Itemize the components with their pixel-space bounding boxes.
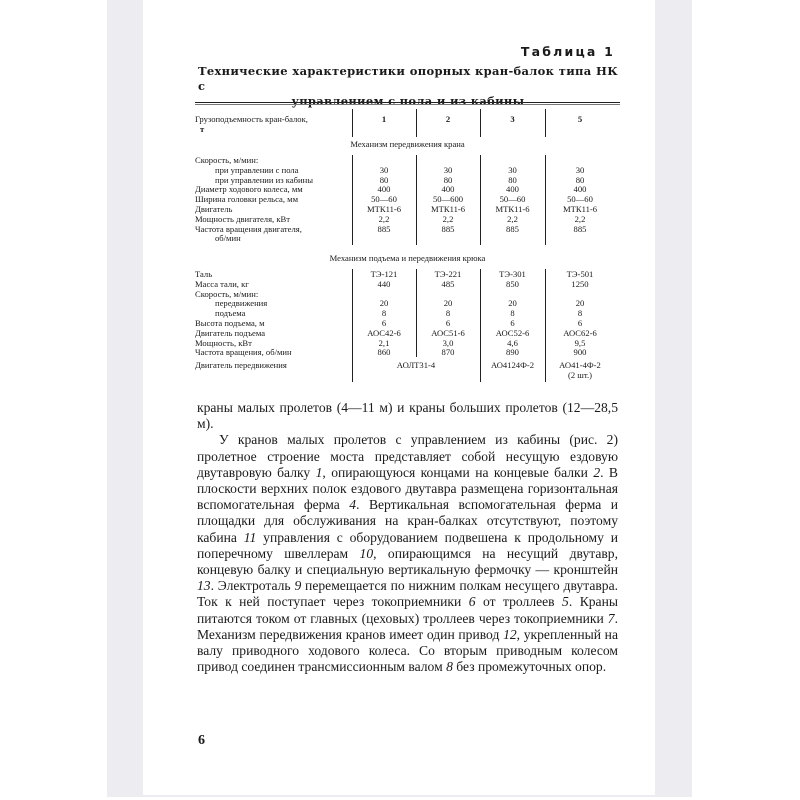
text-run: У кранов малых пролетов с управлением из кабины (рис. 2) пролетное строение моста представляет собой несущую ездовую двутавровую балку: [197, 432, 618, 480]
row-value: 885: [573, 223, 587, 234]
row-value: 80: [443, 174, 453, 185]
page-number: 6: [198, 733, 205, 748]
figure-reference: 1: [315, 464, 323, 480]
row-value: 6: [577, 318, 583, 328]
text-run: , опирающимся на несущий двутавр, концевую балку и специальную вертикальную фермочку — кронштейн: [197, 545, 618, 578]
text-run: . Механизм передвижения кранов имеет один привод: [197, 610, 618, 642]
row-label: Ширина головки рельса, мм: [195, 194, 299, 205]
text-run: управления с оборудованием подвешена к продольному и поперечному швеллерам: [197, 529, 618, 561]
row-value: 8: [381, 308, 387, 319]
header-capacity: 3: [510, 114, 515, 124]
row-label: подъема: [215, 308, 246, 319]
row-value: МТК11-6: [430, 204, 466, 214]
row-value: 80: [575, 174, 585, 185]
row-label: Скорость, м/мин:: [195, 288, 259, 299]
row-label: передвижения: [215, 298, 268, 309]
body-text: [197, 400, 618, 675]
row-value: 890: [506, 347, 519, 358]
row-value: МТК11-6: [562, 204, 598, 214]
row-label: Диаметр ходового колеса, мм: [195, 184, 303, 195]
row-value: ТЭ-221: [434, 269, 462, 279]
paragraph: краны малых пролетов (4—11 м) и краны больших пролетов (12—28,5 м).: [197, 400, 618, 432]
figure-reference: 2: [593, 464, 601, 480]
figure-reference: 5: [562, 594, 569, 610]
paragraph: [197, 432, 618, 675]
row-value: 20: [508, 298, 517, 309]
table-number: Таблица 1: [520, 44, 615, 59]
row-value: АОС51-6: [431, 327, 465, 338]
text-run: . Вертикальная вспомогательная ферма и площадки для обслуживания на кран-балках отсутствуют, поэтому кабина: [197, 497, 618, 545]
row-value: 30: [379, 164, 389, 175]
figure-reference: 4: [349, 497, 357, 513]
row-value: 1250: [571, 278, 589, 289]
row-value: 400: [506, 184, 519, 195]
drive-motor-merged: АОЛТ31-4: [396, 360, 436, 370]
header-capacity: 5: [577, 114, 583, 124]
row-label: Скорость, м/мин:: [195, 155, 259, 165]
drive-motor-col3: АО4124Ф-2: [490, 360, 535, 370]
row-value: 885: [441, 223, 455, 234]
row-value: 900: [573, 347, 587, 358]
row-value: 860: [377, 347, 391, 358]
row-value: 2,2: [507, 213, 518, 224]
text-run: , укрепленный на валу приводного ходового колеса. Со вторым приводным колесом привод соединен трансмиссионным валом: [197, 626, 618, 675]
row-label: Таль: [195, 269, 213, 279]
row-label: Масса тали, кг: [195, 278, 249, 289]
row-value: 9,5: [574, 337, 586, 348]
row-value: 8: [577, 308, 583, 319]
text-run: . В плоскости верхних полок ездового двутавра размещена горизонтальная вспомогательная ферма: [197, 464, 618, 513]
figure-reference: 13: [197, 578, 211, 594]
row-value: 8: [445, 308, 451, 319]
figure-reference: 9: [294, 578, 302, 594]
row-label: при управлении из кабины: [215, 174, 313, 185]
row-value: 3,0: [442, 337, 454, 348]
row-value: 400: [441, 184, 455, 195]
row-value: 440: [377, 278, 391, 289]
table-top-rule: [195, 102, 620, 103]
table-top-rule-thin: [195, 104, 620, 105]
figure-reference: 11: [243, 529, 257, 545]
row-value: 50—60: [371, 194, 397, 205]
row-value: 870: [441, 347, 455, 358]
row-value: 6: [381, 318, 387, 328]
figure-reference: 6: [468, 594, 476, 610]
drive-motor-label: Двигатель передвижения: [195, 360, 287, 370]
row-value: ТЭ-121: [370, 269, 398, 279]
figure-reference: 8: [446, 659, 453, 675]
row-value: 2,1: [378, 337, 390, 348]
row-label: Мощность, кВт: [195, 337, 252, 348]
row-value: АОС62-6: [563, 327, 597, 338]
row-label: Частота вращения двигателя,: [195, 223, 302, 234]
text-run: перемещается по нижним полкам несущего двутавра. Ток к ней поступает через токоприемники: [197, 578, 618, 610]
text-run: , опирающуюся концами на концевые балки: [322, 464, 594, 480]
document-page: [143, 0, 655, 795]
drive-motor-col4-qty: (2 шт.): [567, 370, 593, 380]
row-value: АОС52-6: [495, 327, 530, 338]
row-value: 50—60: [567, 194, 593, 205]
row-value: 485: [441, 278, 455, 289]
section-title-crane-travel: Механизм передвижения крана: [350, 139, 465, 149]
specs-table: [195, 102, 620, 382]
text-run: . Краны питаются током от главных (цеховых) троллеев через токоприемники: [197, 594, 618, 626]
row-label: Двигатель: [195, 204, 233, 214]
row-label: об/мин: [215, 233, 241, 244]
row-value: 6: [445, 318, 451, 328]
row-value: 2,2: [442, 213, 454, 224]
row-value: 6: [510, 318, 515, 328]
row-value: 850: [506, 278, 519, 289]
header-label-unit: т: [200, 124, 205, 134]
row-value: МТК11-6: [495, 204, 530, 214]
row-value: 8: [510, 308, 515, 319]
section-title-hook-mechanism: Механизм подъема и передвижения крюка: [329, 253, 486, 263]
figure-reference: 12: [503, 626, 517, 642]
text-run: от троллеев: [475, 594, 563, 610]
row-value: 20: [575, 298, 585, 309]
table-title-line1: Технические характеристики опорных кран-балок типа НК с: [198, 64, 618, 93]
drive-motor-col4: АО41-4Ф-2: [559, 360, 601, 370]
row-value: 30: [508, 164, 517, 175]
figure-reference: 7: [607, 610, 615, 626]
row-value: 400: [573, 184, 587, 195]
row-label: Высота подъема, м: [195, 318, 265, 328]
row-label: Мощность двигателя, кВт: [195, 213, 291, 224]
row-value: 30: [443, 164, 453, 175]
row-value: АОС42-6: [367, 327, 401, 338]
text-run: без промежуточных опор.: [452, 659, 607, 675]
row-value: 400: [377, 184, 391, 195]
header-capacity: 2: [445, 114, 451, 124]
row-label: Частота вращения, об/мин: [195, 347, 292, 358]
row-value: ТЭ-301: [499, 269, 526, 279]
row-value: 2,2: [378, 213, 390, 224]
text-run: . Электроталь: [210, 578, 295, 594]
row-value: 30: [575, 164, 585, 175]
row-value: 80: [508, 174, 517, 185]
row-value: 20: [443, 298, 453, 309]
row-value: 885: [506, 223, 519, 234]
table-title-line2: управлением с пола и из кабины: [291, 94, 525, 108]
row-label: при управлении с пола: [215, 164, 299, 175]
row-value: 20: [379, 298, 389, 309]
row-value: 50—600: [432, 194, 464, 205]
header-capacity: 1: [381, 114, 387, 124]
row-label: Двигатель подъема: [195, 327, 266, 338]
row-value: 4,6: [507, 337, 518, 348]
row-value: ТЭ-501: [566, 269, 594, 279]
row-value: МТК11-6: [366, 204, 402, 214]
row-value: 2,2: [574, 213, 586, 224]
row-value: 885: [377, 223, 391, 234]
row-value: 50—60: [499, 194, 526, 205]
header-label: Грузоподъемность кран-балок,: [195, 114, 308, 124]
figure-reference: 10: [359, 545, 374, 561]
row-value: 80: [379, 174, 389, 185]
